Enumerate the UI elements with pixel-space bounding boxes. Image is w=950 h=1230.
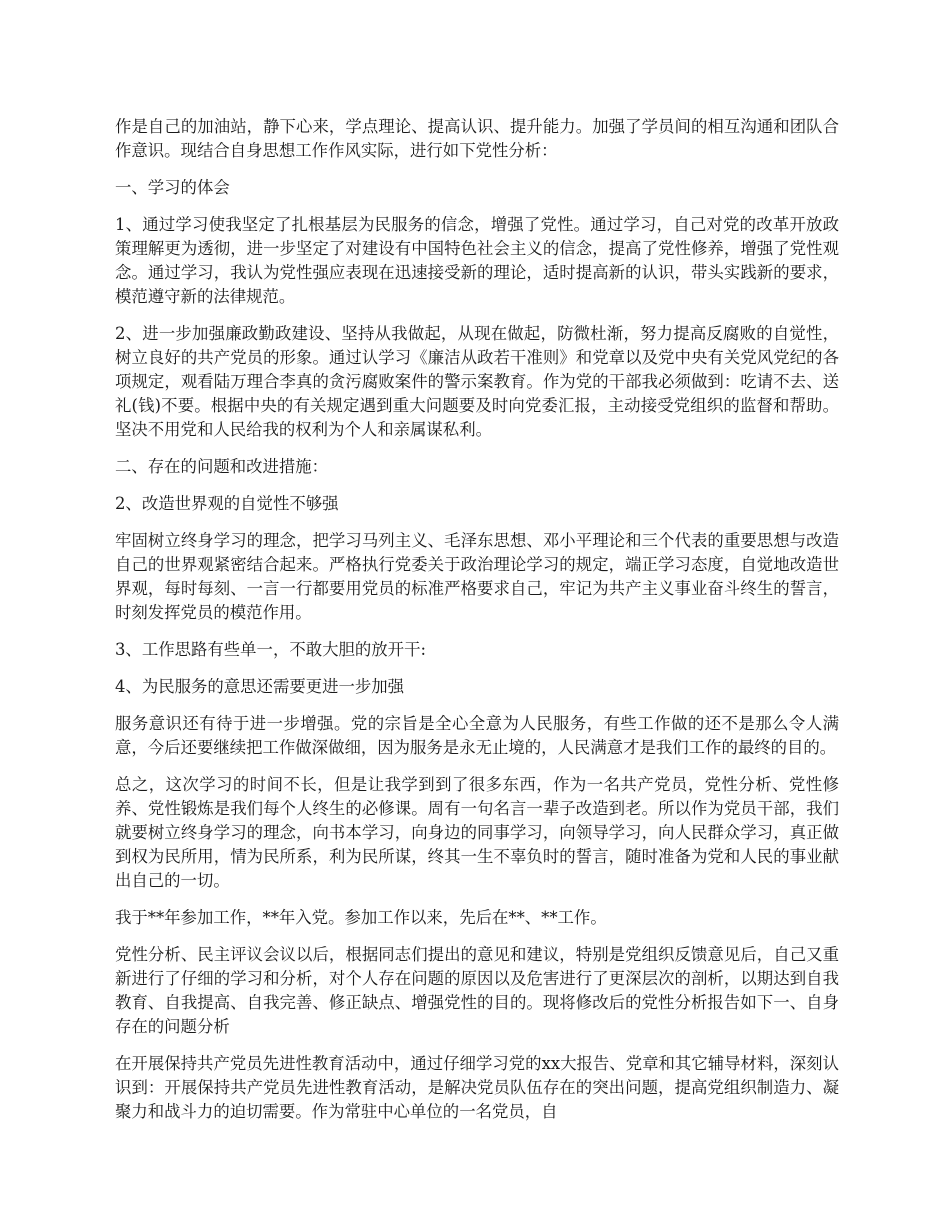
paragraph-education-activity: 在开展保持共产党员先进性教育活动中，通过仔细学习党的xx大报告、党章和其它辅导材料，深刻认识到：开展保持共产党员先进性教育活动，是解决党员队伍存在的突出问题，提高党组织制造力、凝聚力和战斗力的迫切需要。作为常驻中心单位的一名党员，自: [115, 1054, 839, 1121]
paragraph-intro: 作是自己的加油站，静下心来，学点理论、提高认识、提升能力。加强了学员间的相互沟通和团队合作意识。现结合自身思想工作作风实际，进行如下党性分析：: [115, 117, 839, 160]
subheading-service: 4、为民服务的意思还需要更进一步加强: [115, 677, 405, 696]
paragraph-summary: 总之，这次学习的时间不长，但是让我学到到了很多东西，作为一名共产党员，党性分析、党性修养、党性锻炼是我们每个人终生的必修课。周有一句名言一辈子改造到老。所以作为党员干部，我们就要树立终身学习的理念，向书本学习，向身边的同事学习，向领导学习，向人民群众学习，真正做到权为民所用，情为民所系，利为民所谋，终其一生不辜负时的誓言，随时准备为党和人民的事业献出自己的一切。: [115, 775, 839, 890]
paragraph-worldview: 牢固树立终身学习的理念，把学习马列主义、毛泽东思想、邓小平理论和三个代表的重要思想与改造自己的世界观紧密结合起来。严格执行党委关于政治理论学习的规定，端正学习态度，自觉地改造世界观，每时每刻、一言一行都要用党员的标准严格要求自己，牢记为共产主义事业奋斗终生的誓言，时刻发挥党员的模范作用。: [115, 531, 839, 622]
paragraph-learning-2: 2、进一步加强廉政勤政建设、坚持从我做起，从现在做起，防微杜渐，努力提高反腐败的自觉性，树立良好的共产党员的形象。通过认学习《廉洁从政若干准则》和党章以及党中央有关党风党纪的各项规定，观看陆万理合李真的贪污腐败案件的警示案教育。作为党的干部我必须做到：吃请不去、送礼(钱)不要。根据中央的有关规定遇到重大问题要及时向党委汇报，主动接受党组织的监督和帮助。坚决不用党和人民给我的权利为个人和亲属谋私利。: [115, 324, 839, 439]
subheading-worldview: 2、改造世界观的自觉性不够强: [115, 494, 339, 513]
section-heading-learning: 一、学习的体会: [115, 178, 230, 197]
paragraph-party-analysis: 党性分析、民主评议会议以后，根据同志们提出的意见和建议，特别是党组织反馈意见后，自己又重新进行了仔细的学习和分析，对个人存在问题的原因以及危害进行了更深层次的剖析，以期达到自我教育、自我提高、自我完善、修正缺点、增强党性的目的。现将修改后的党性分析报告如下一、自身存在的问题分析: [115, 945, 839, 1036]
paragraph-learning-1: 1、通过学习使我坚定了扎根基层为民服务的信念，增强了党性。通过学习，自己对党的改革开放政策理解更为透彻，进一步坚定了对建设有中国特色社会主义的信念，提高了党性修养，增强了党性观念。通过学习，我认为党性强应表现在迅速接受新的理论，适时提高新的认识，带头实践新的要求，模范遵守新的法律规范。: [115, 215, 839, 306]
section-heading-problems: 二、存在的问题和改进措施：: [115, 457, 329, 476]
paragraph-work-history: 我于**年参加工作，**年入党。参加工作以来，先后在**、**工作。: [115, 908, 607, 927]
document-body: [115, 115, 839, 1137]
subheading-work-thinking: 3、工作思路有些单一，不敢大胆的放开干:: [115, 640, 426, 659]
paragraph-service: 服务意识还有待于进一步增强。党的宗旨是全心全意为人民服务，有些工作做的还不是那么令人满意，今后还要继续把工作做深做细，因为服务是永无止境的，人民满意才是我们工作的最终的目的。: [115, 714, 839, 757]
